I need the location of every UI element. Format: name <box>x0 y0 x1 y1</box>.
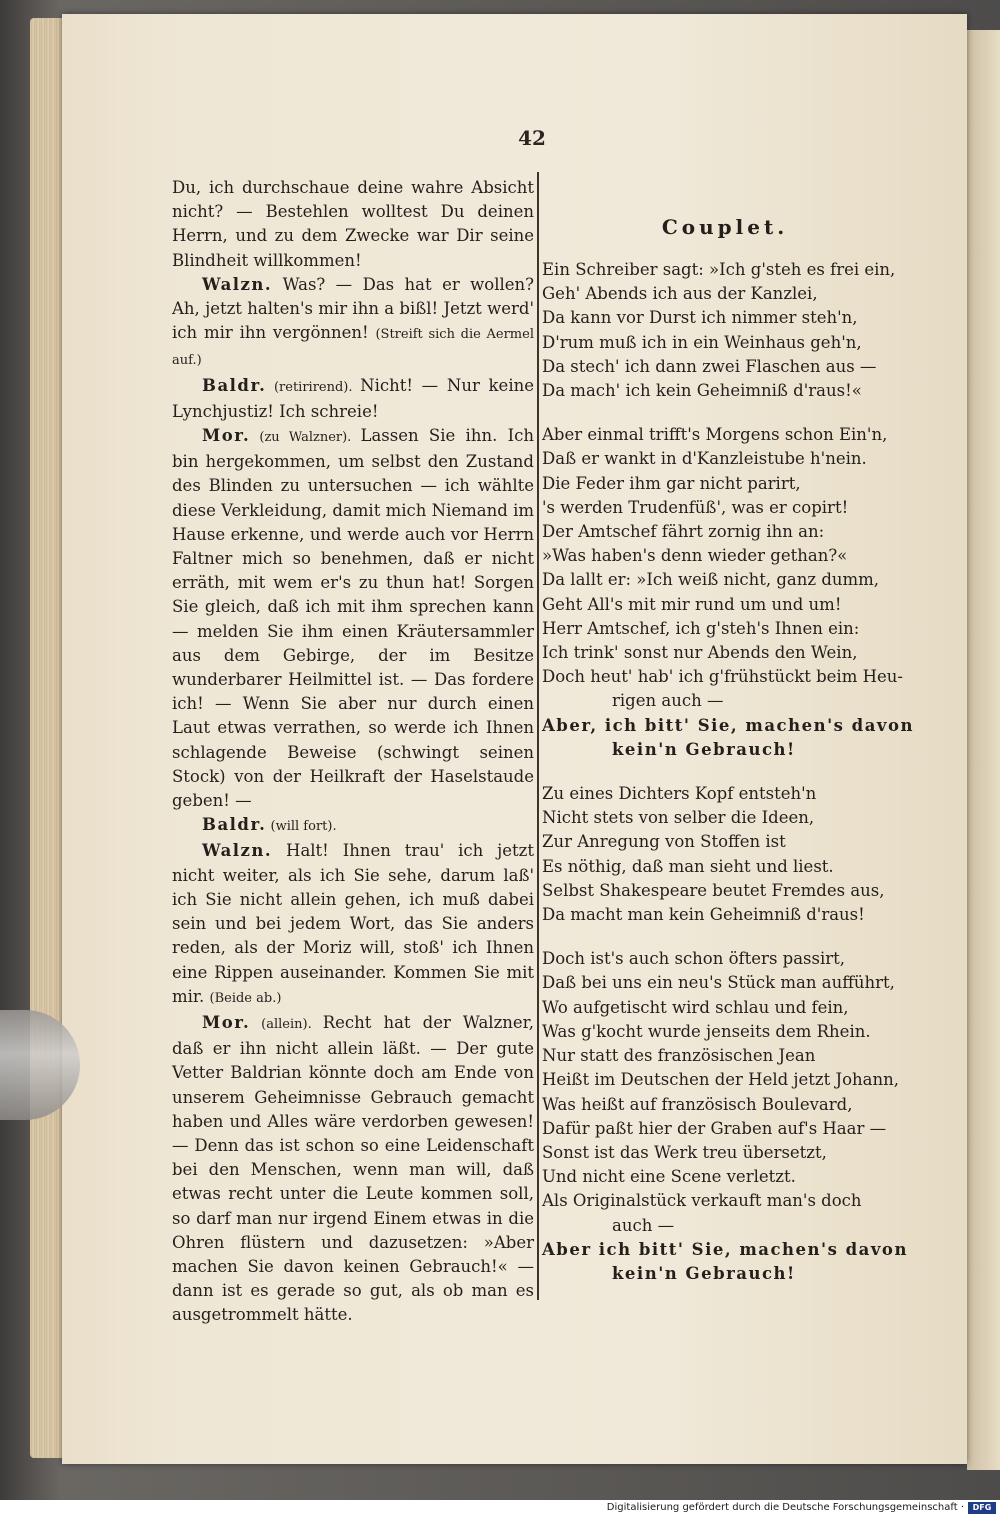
verse-line: Herr Amtschef, ich g'steh's Ihnen ein: <box>542 618 860 638</box>
verse-line: Zu eines Dichters Kopf entsteh'n <box>542 784 817 804</box>
stage-direction: (allein). <box>250 1016 323 1032</box>
verse-line: Zur Anregung von Stoffen ist <box>542 832 786 852</box>
verse-line: Daß er wankt in d'Kanzleistube h'nein. <box>542 449 867 469</box>
verse-line: Doch ist's auch schon öfters passirt, <box>542 949 846 969</box>
verse-line: Doch heut' hab' ich g'frühstückt beim Heu- <box>542 667 903 687</box>
verse-line: auch — <box>612 1215 675 1235</box>
dialogue-paragraph <box>172 424 534 813</box>
dialogue-paragraph <box>172 813 534 839</box>
couplet-title: Couplet. <box>661 215 789 239</box>
page-number: 42 <box>518 126 546 150</box>
verse-line: Die Feder ihm gar nicht parirt, <box>542 473 801 493</box>
dialogue-paragraph <box>172 176 534 273</box>
verse-line: Da kann vor Durst ich nimmer steh'n, <box>542 308 858 328</box>
verse-line: Da mach' ich kein Geheimniß d'raus!« <box>542 381 862 401</box>
verse-line: Nur statt des französischen Jean <box>542 1046 816 1066</box>
dfg-logo: DFG <box>968 1502 996 1514</box>
verse-line: 's werden Trudenfüß', was er copirt! <box>542 497 849 517</box>
verse-line: D'rum muß ich in ein Weinhaus geh'n, <box>542 332 862 352</box>
verse-line: Aber einmal trifft's Morgens schon Ein'n, <box>542 425 888 445</box>
verse-line: Selbst Shakespeare beutet Fremdes aus, <box>542 880 885 900</box>
verse-line: Da macht man kein Geheimniß d'raus! <box>542 905 865 925</box>
speaker-name: Baldr. <box>202 375 267 395</box>
stage-direction: (will fort). <box>266 819 337 835</box>
verse-line: Und nicht eine Scene verletzt. <box>542 1167 796 1187</box>
speaker-name: Walzn. <box>202 841 273 861</box>
verse-line: »Was haben's denn wieder gethan?« <box>542 546 848 566</box>
next-page-edge <box>967 30 1000 1470</box>
speaker-name: Mor. <box>202 426 251 446</box>
speaker-name: Mor. <box>202 1012 251 1032</box>
verse-line: Aber ich bitt' Sie, machen's davon <box>542 1239 908 1259</box>
couplet-stanza <box>542 258 912 403</box>
verse-line: Der Amtschef fährt zornig ihn an: <box>542 522 825 542</box>
verse-line: kein'n Gebrauch! <box>612 739 796 759</box>
verse-line: Da stech' ich dann zwei Flaschen aus — <box>542 356 877 376</box>
dialogue-text: Du, ich durchschaue deine wahre Absicht nicht? — Bestehlen wolltest Du deinen Herrn, und zu dem Zwecke war Dir seine Blindheit willkommen! <box>172 178 534 270</box>
verse-line: Nicht stets von selber die Ideen, <box>542 808 815 828</box>
verse-line: Wo aufgetischt wird schlau und fein, <box>542 997 849 1017</box>
dialogue-paragraph <box>172 839 534 1010</box>
verse-line: Daß bei uns ein neu's Stück man aufführt, <box>542 973 895 993</box>
dialogue-text: Lassen Sie ihn. Ich bin hergekommen, um selbst den Zustand des Blinden zu untersuchen — ich wählte diese Verkleidung, damit mich Niemand im Hause erkenne, und werde auch vor Herrn Faltner mich so benehmen, daß er nicht erräth, mit wem er's zu thun hat! Sorgen Sie gleich, daß ich mit ihm sprechen kann — melden Sie ihm einen Kräutersammler aus dem Gebirge, der im Besitze wunderbarer Heilmittel ist. — Das fordere ich! — Wenn Sie aber nur durch einen Laut etwas verrathen, so werde ich Ihnen schlagende Beweise (schwingt seinen Stock) von der Heilkraft der Haselstaude geben! — <box>172 426 534 811</box>
verse-line: Da lallt er: »Ich weiß nicht, ganz dumm, <box>542 570 880 590</box>
verse-line: Sonst ist das Werk treu übersetzt, <box>542 1142 827 1162</box>
verse-line: Dafür paßt hier der Graben auf's Haar — <box>542 1118 887 1138</box>
verse-line: Es nöthig, daß man sieht und liest. <box>542 856 834 876</box>
footer-bar <box>0 1500 1000 1516</box>
verse-line: Ein Schreiber sagt: »Ich g'steh es frei ein, <box>542 260 896 279</box>
couplet-stanza <box>542 423 912 762</box>
stage-direction: (Streift sich die Aermel auf.) <box>172 327 534 369</box>
verse-line: Ich trink' sonst nur Abends den Wein, <box>542 643 858 663</box>
speaker-name: Baldr. <box>202 815 267 835</box>
verse-line: Geht All's mit mir rund um und um! <box>542 594 842 614</box>
right-column <box>542 258 912 1306</box>
verse-line: Was g'kocht wurde jenseits dem Rhein. <box>542 1021 871 1041</box>
verse-line: Heißt im Deutschen der Held jetzt Johann, <box>542 1070 900 1090</box>
column-divider <box>537 172 539 1300</box>
dialogue-text: Was? — Das hat er wollen? Ah, jetzt halten's mir ihn a bißl! Jetzt werd' ich mir ihn vergönnen! <box>172 274 534 343</box>
couplet-stanza <box>542 947 912 1286</box>
verse-line: kein'n Gebrauch! <box>612 1263 796 1283</box>
stage-direction: (retirirend). <box>266 379 361 395</box>
dialogue-paragraph <box>172 1011 534 1328</box>
stage-direction: (Beide ab.) <box>209 990 282 1006</box>
left-column <box>172 176 534 1328</box>
dialogue-paragraph <box>172 374 534 424</box>
verse-line: Geh' Abends ich aus der Kanzlei, <box>542 284 818 304</box>
verse-line: Als Originalstück verkauft man's doch <box>542 1191 862 1211</box>
verse-line: rigen auch — <box>612 691 724 711</box>
footer-credit: Digitalisierung gefördert durch die Deutsche Forschungsgemeinschaft · <box>606 1502 964 1513</box>
dialogue-text: Recht hat der Walzner, daß er ihn nicht allein läßt. — Der gute Vetter Baldrian könnte doch am Ende von unserem Geheimnisse Gebrauch gemacht haben und Alles wäre verdorben gewesen! — Denn das ist schon so eine Leidenschaft bei den Menschen, wenn man will, daß etwas recht unter die Leute kommen soll, so darf man nur irgend Einem etwas in die Ohren flüstern und dazusetzen: »Aber machen Sie davon keinen Gebrauch!« — dann ist es gerade so gut, als ob man es ausgetrommelt hätte. <box>172 1012 534 1325</box>
stage-direction: (zu Walzner). <box>250 430 361 446</box>
dialogue-paragraph <box>172 273 534 374</box>
dialogue-text: Nicht! — Nur keine Lynchjustiz! Ich schreie! <box>172 375 534 421</box>
verse-line: Was heißt auf französisch Boulevard, <box>542 1094 853 1114</box>
dialogue-text: Halt! Ihnen trau' ich jetzt nicht weiter, als ich Sie sehe, darum laß' ich Sie nicht allein gehen, ich muß dabei sein und bei jedem Wort, das Sie anders reden, als der Moriz will, stoß' ich Ihnen eine Rippen auseinander. Kommen Sie mit mir. <box>172 841 534 1006</box>
speaker-name: Walzn. <box>202 274 273 294</box>
couplet-stanza <box>542 782 912 927</box>
verse-line: Aber, ich bitt' Sie, machen's davon <box>542 715 914 735</box>
